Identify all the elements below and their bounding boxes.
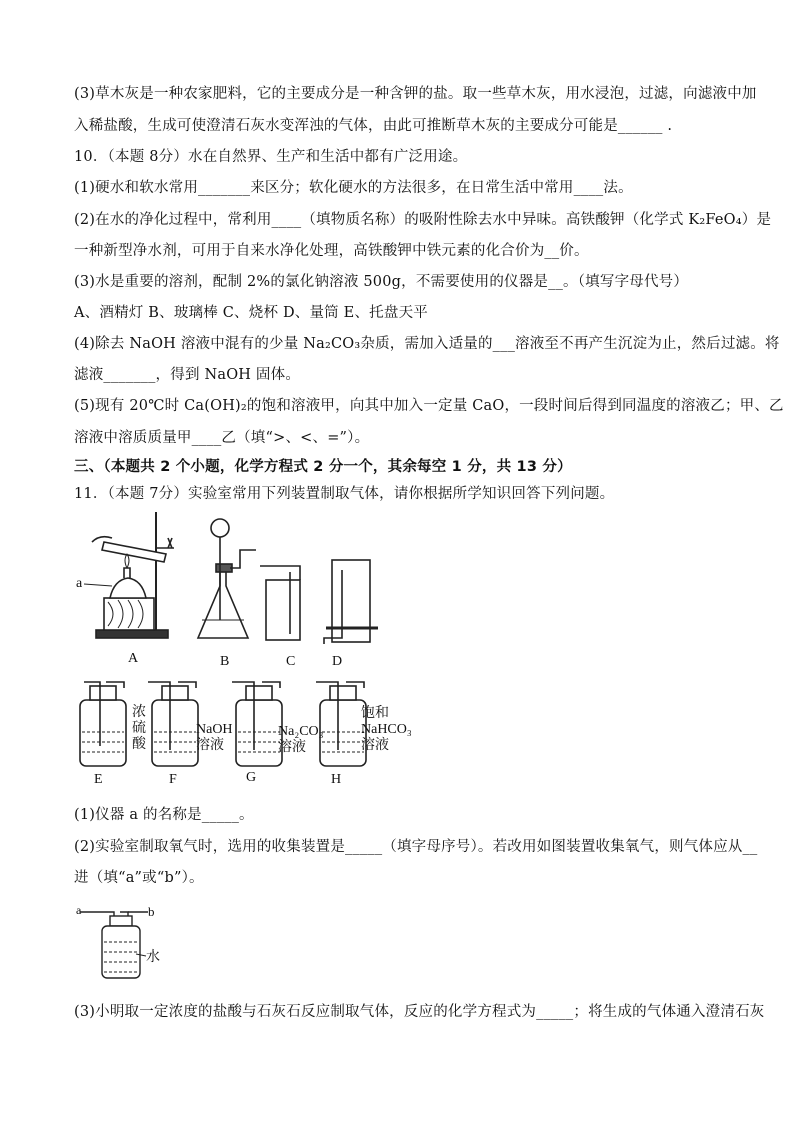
cap-e: E xyxy=(94,772,103,787)
label-a: a xyxy=(76,576,83,591)
label-g-2: 溶液 xyxy=(278,740,306,755)
q10-4-line2: 滤液_______，得到 NaOH 固体。 xyxy=(74,367,301,383)
cap-h: H xyxy=(331,772,342,787)
q10-heading: 10．（本题 8分）水在自然界、生产和生活中都有广泛用途。 xyxy=(74,149,468,165)
label-f-1: NaOH xyxy=(196,722,233,737)
q10-5-line1: (5)现有 20℃时 Ca(OH)₂的饱和溶液甲，向其中加入一定量 CaO，一段时间后得到同温度的溶液乙；甲、乙 xyxy=(74,398,784,414)
gas-bottle-figure xyxy=(72,902,182,982)
label-f xyxy=(196,722,233,754)
label-h-2: NaHCO₃ xyxy=(361,722,412,737)
q10-5-line2: 溶液中溶质质量甲____乙（填“>、<、=”）。 xyxy=(74,430,370,446)
label-g-1: Na₂CO₃ xyxy=(278,724,324,739)
label-h-3: 溶液 xyxy=(361,738,389,753)
q11-3-line1: (3)小明取一定浓度的盐酸与石灰石反应制取气体，反应的化学方程式为_____；将生成的气体通入澄清石灰 xyxy=(74,1004,765,1020)
bottle-f xyxy=(148,682,198,766)
label-h-1: 饱和 xyxy=(361,706,389,721)
q11-heading: 11．（本题 7分）实验室常用下列装置制取气体，请你根据所学知识回答下列问题。 xyxy=(74,486,615,502)
small-label-b: b xyxy=(148,904,155,919)
q10-3-options: A、酒精灯 B、玻璃棒 C、烧杯 D、量筒 E、托盘天平 xyxy=(74,305,428,321)
label-e-2: 硫 xyxy=(132,721,146,736)
label-e-1: 浓 xyxy=(132,705,146,720)
label-g xyxy=(278,724,324,756)
small-label-water: 水 xyxy=(146,950,160,965)
bottle-e xyxy=(80,682,126,766)
q11-2-line2: 进（填“a”或“b”）。 xyxy=(74,870,204,886)
label-f-2: 溶液 xyxy=(196,738,224,753)
cap-a: A xyxy=(128,651,139,666)
q9-3-line2: 入稀盐酸，生成可使澄清石灰水变浑浊的气体，由此可推断草木灰的主要成分可能是______ . xyxy=(74,118,673,134)
label-e xyxy=(132,705,146,753)
q10-2-line2: 一种新型净水剂，可用于自来水净化处理，高铁酸钾中铁元素的化合价为__价。 xyxy=(74,243,589,259)
q10-1: (1)硬水和软水常用_______来区分；软化硬水的方法很多，在日常生活中常用____法。 xyxy=(74,180,633,196)
q10-3: (3)水是重要的溶剂，配制 2%的氯化钠溶液 500g，不需要使用的仪器是__。（填写字母代号） xyxy=(74,274,689,290)
cap-f: F xyxy=(169,772,177,787)
cap-d: D xyxy=(332,654,343,669)
q11-2-line1: (2)实验室制取氧气时，选用的收集装置是_____（填字母序号）。若改用如图装置收集氧气，则气体应从__ xyxy=(74,839,758,855)
q11-1: (1)仪器 a 的名称是_____。 xyxy=(74,807,254,823)
label-e-3: 酸 xyxy=(132,737,146,752)
label-h xyxy=(361,706,412,754)
cap-b: B xyxy=(220,654,230,669)
cap-c: C xyxy=(286,654,296,669)
cap-g: G xyxy=(246,770,257,785)
stand-base-a xyxy=(96,630,168,638)
bottle-g xyxy=(232,682,282,766)
small-label-a: a xyxy=(76,903,82,917)
q10-2-line1: (2)在水的净化过程中，常利用____（填物质名称）的吸附性除去水中异味。高铁酸钾（化学式 K₂FeO₄）是 xyxy=(74,212,772,228)
q9-3-line1: (3)草木灰是一种农家肥料，它的主要成分是一种含钾的盐。取一些草木灰，用水浸泡，过滤，向滤液中加 xyxy=(74,86,757,102)
section-3-heading: 三、（本题共 2 个小题，化学方程式 2 分一个，其余每空 1 分，共 13 分） xyxy=(74,459,572,475)
q10-4-line1: (4)除去 NaOH 溶液中混有的少量 Na₂CO₃杂质，需加入适量的___溶液至不再产生沉淀为止，然后过滤。将 xyxy=(74,336,780,352)
